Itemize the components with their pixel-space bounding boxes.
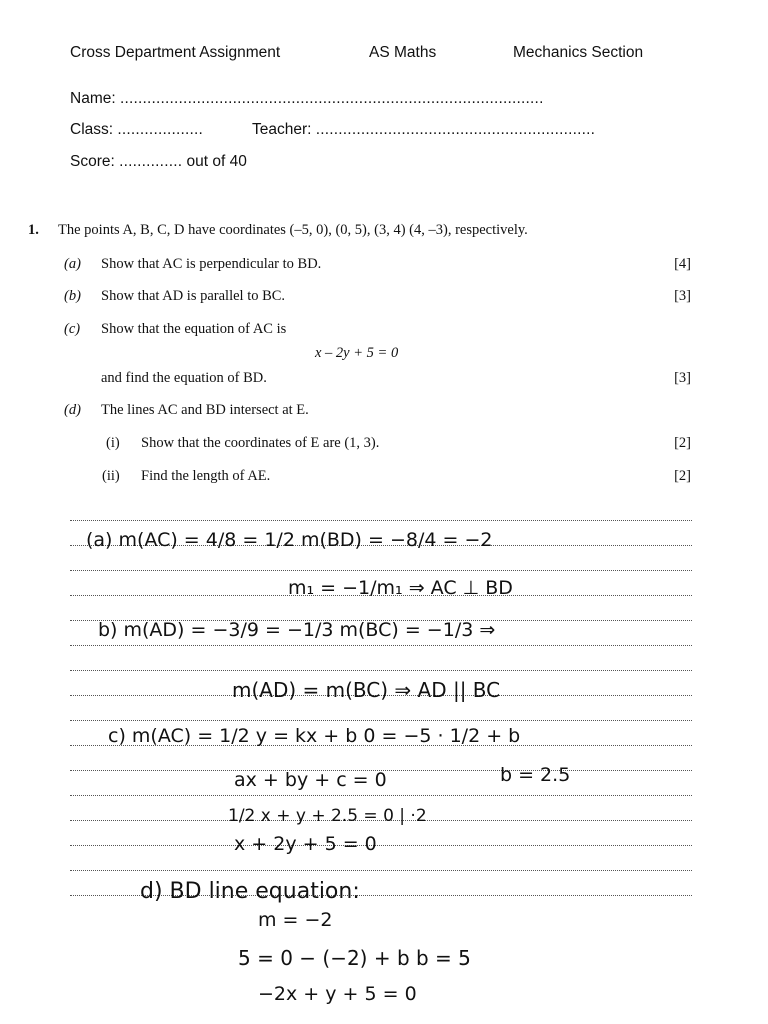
part-d-i-text: Show that the coordinates of E are (1, 3). [141,435,380,451]
hand-line-a1: (a) m(AC) = 4/8 = 1/2 m(BD) = −8/4 = −2 [86,529,493,551]
part-a-label: (a) [64,256,81,272]
question-stem: The points A, B, C, D have coordinates (–5, 0), (0, 5), (3, 4) (4, –3), respectively. [58,222,528,238]
question-number: 1. [28,222,39,238]
teacher-blank: .............................................................. [315,121,596,138]
part-b-text: Show that AD is parallel to BC. [101,288,286,304]
part-c-label: (c) [64,321,81,337]
hand-line-d2: m = −2 [258,909,333,931]
part-d-ii-text: Find the length of AE. [141,468,271,484]
teacher-label: Teacher: [252,121,312,138]
part-c-equation: x – 2y + 5 = 0 [315,345,399,361]
class-blank: ................... [117,121,204,138]
hand-line-c2: ax + by + c = 0 [234,769,387,791]
hand-line-c3: b = 2.5 [500,764,571,786]
part-b-label: (b) [64,288,81,304]
subject-title: AS Maths [369,44,437,61]
part-d-ii-marks: [2] [674,468,691,484]
hand-line-d1: d) BD line equation: [140,879,360,904]
hand-line-c4: 1/2 x + y + 2.5 = 0 | ·2 [228,806,427,826]
hand-line-a2: m₁ = −1/m₁ ⇒ AC ⊥ BD [288,577,513,599]
class-label: Class: [70,121,114,138]
part-d-i-label: (i) [106,435,120,451]
assignment-title: Cross Department Assignment [70,44,281,61]
hand-line-c5: x + 2y + 5 = 0 [234,833,377,855]
hand-line-b2: m(AD) = m(BC) ⇒ AD || BC [232,678,501,702]
score-label: Score: [70,153,115,170]
part-c-marks: [3] [674,370,691,386]
score-blank: .............. [119,153,183,170]
section-title: Mechanics Section [513,44,644,61]
part-d-ii-label: (ii) [102,468,120,484]
part-d-label: (d) [64,402,81,418]
part-c-text: Show that the equation of AC is [101,321,287,337]
name-blank: .............................................................................................. [119,90,544,107]
part-c-text2: and find the equation of BD. [101,370,267,386]
part-a-marks: [4] [674,256,691,272]
name-label: Name: [70,90,116,107]
hand-line-c1: c) m(AC) = 1/2 y = kx + b 0 = −5 · 1/2 + b [108,725,521,747]
hand-line-d4: −2x + y + 5 = 0 [258,983,417,1005]
part-d-text: The lines AC and BD intersect at E. [101,402,309,418]
hand-line-b1: b) m(AD) = −3/9 = −1/3 m(BC) = −1/3 ⇒ [98,619,496,641]
hand-line-d3: 5 = 0 − (−2) + b b = 5 [238,946,471,970]
part-b-marks: [3] [674,288,691,304]
part-a-text: Show that AC is perpendicular to BD. [101,256,322,272]
score-total: out of 40 [186,153,247,170]
part-d-i-marks: [2] [674,435,691,451]
